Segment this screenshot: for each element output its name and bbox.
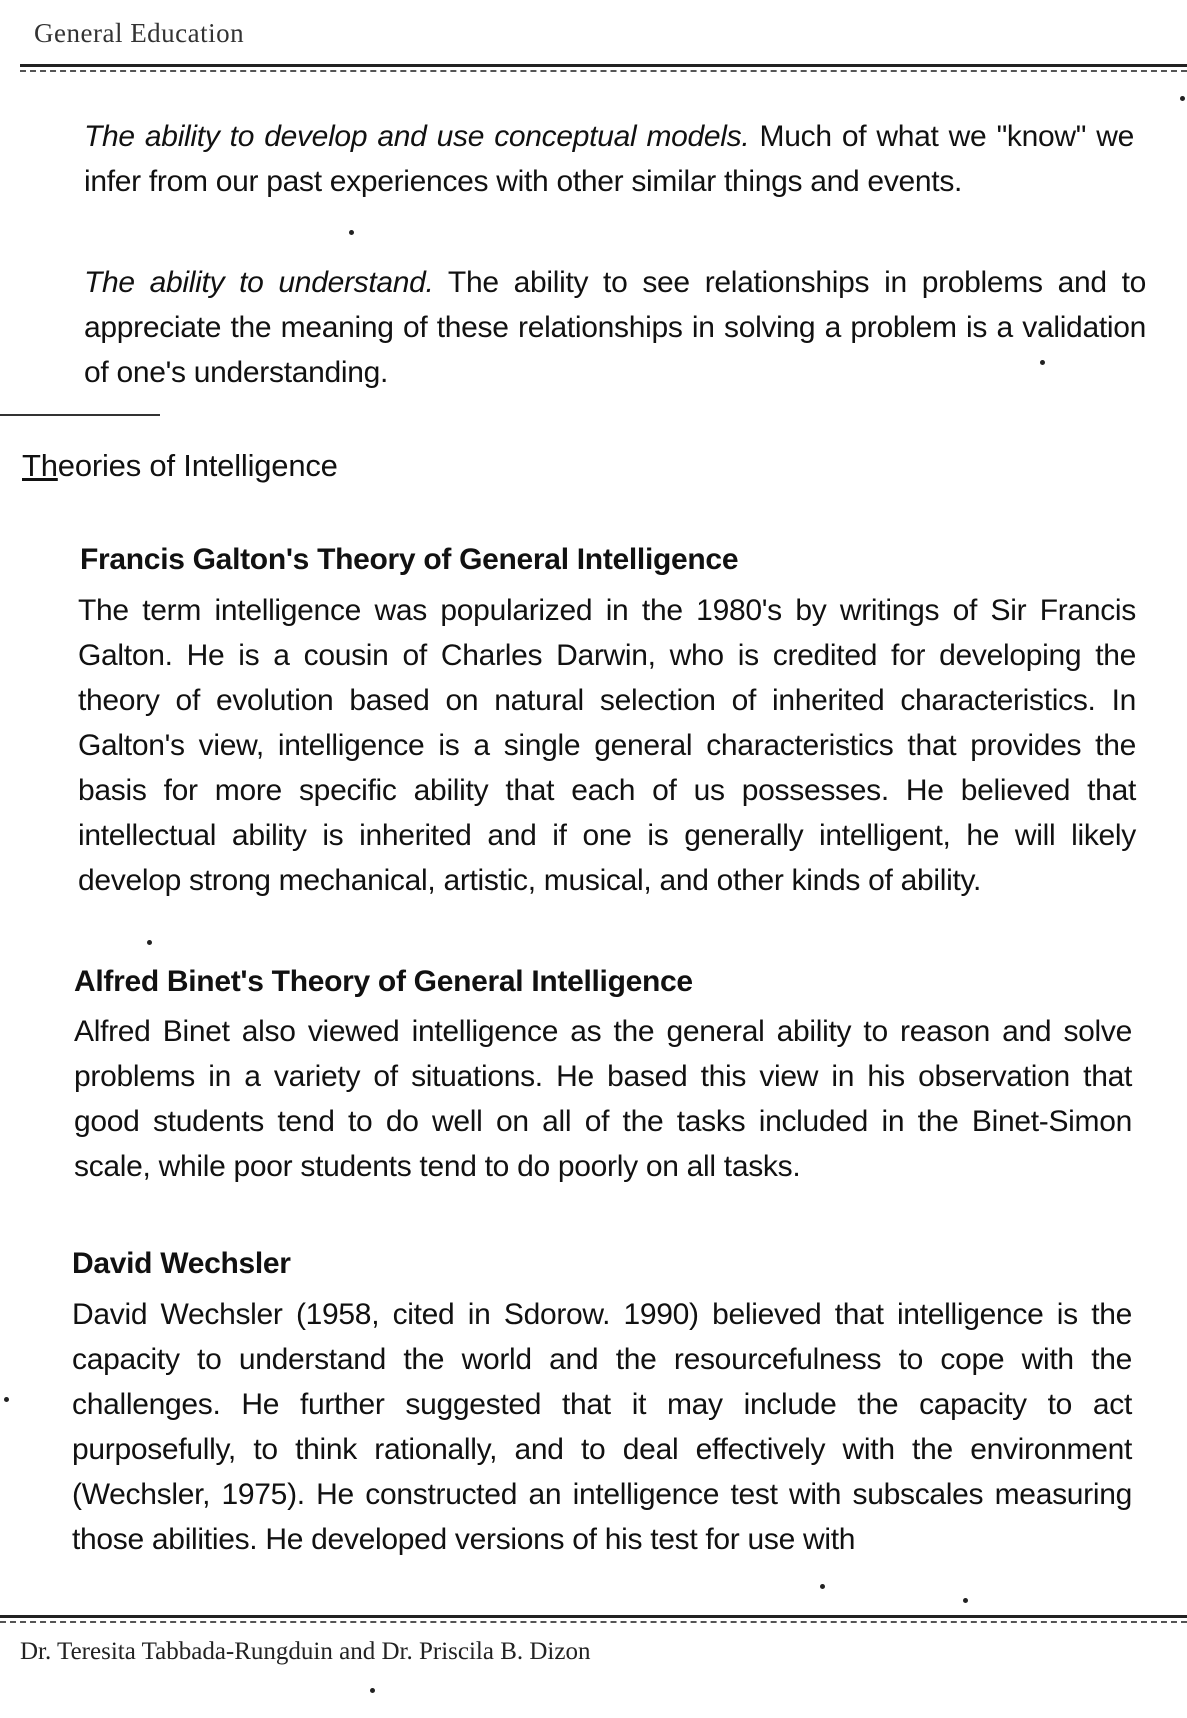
section-title-underlined: Th (22, 448, 58, 483)
intro-lead-conceptual-models: The ability to develop and use conceptual models. (84, 120, 750, 153)
intro-paragraph-conceptual-models (84, 114, 1134, 204)
scan-speck (147, 940, 152, 945)
galton-heading: Francis Galton's Theory of General Intelligence (80, 543, 739, 576)
header-rule (20, 64, 1187, 67)
binet-paragraph: Alfred Binet also viewed intelligence as the general ability to reason and solve problems in a variety of situations. He based this view in his observation that good students tend to do well on all of the tasks included in the Binet-Simon scale, while poor students tend to do poorly on all tasks. (74, 1015, 1132, 1183)
footer-rule-dashed (0, 1621, 1187, 1623)
wechsler-paragraph: David Wechsler (1958, cited in Sdorow. 1990) believed that intelligence is the capacity to understand the world and the resourcefulness to cope with the challenges. He further suggested that it may include the capacity to act purposefully, to think rationally, and to deal effectively with the environment (Wechsler, 1975). He constructed an intelligence test with subscales measuring those abilities. He developed versions of his test for use with (72, 1298, 1132, 1556)
galton-paragraph: The term intelligence was popularized in the 1980's by writings of Sir Francis Galton. He is a cousin of Charles Darwin, who is credited for developing the theory of evolution based on natural selection of inherited characteristics. In Galton's view, intelligence is a single general characteristics that provides the basis for more specific ability that each of us possesses. He believed that intellectual ability is inherited and if one is generally intelligent, he will likely develop strong mechanical, artistic, musical, and other kinds of ability. (78, 594, 1136, 897)
running-footer-authors: Dr. Teresita Tabbada-Rungduin and Dr. Priscila B. Dizon (20, 1638, 591, 1665)
scan-speck (820, 1584, 825, 1589)
intro-paragraph-understand (84, 260, 1146, 395)
wechsler-heading: David Wechsler (72, 1247, 291, 1280)
section-title-rest: eories of Intelligence (57, 448, 338, 483)
scan-speck (1040, 360, 1045, 365)
scan-speck (963, 1598, 968, 1603)
binet-heading: Alfred Binet's Theory of General Intelligence (74, 965, 693, 998)
footer-rule (0, 1615, 1187, 1618)
intro-text-understand: The ability to see relationships in problems and to appreciate the meaning of these relationships in solving a problem is a validation of one's understanding. (84, 266, 1147, 389)
scan-speck (1180, 96, 1185, 101)
scan-speck (4, 1397, 9, 1402)
intro-lead-understand: The ability to understand. (84, 266, 434, 299)
scan-speck (349, 230, 354, 235)
section-title (22, 448, 338, 484)
running-header: General Education (34, 18, 245, 48)
intro-text-conceptual-models: Much of what we "know" we infer from our past experiences with other similar things and events. (84, 120, 1134, 198)
scan-speck (370, 1688, 375, 1693)
header-rule-dashed (20, 70, 1187, 72)
section-divider (0, 414, 160, 416)
